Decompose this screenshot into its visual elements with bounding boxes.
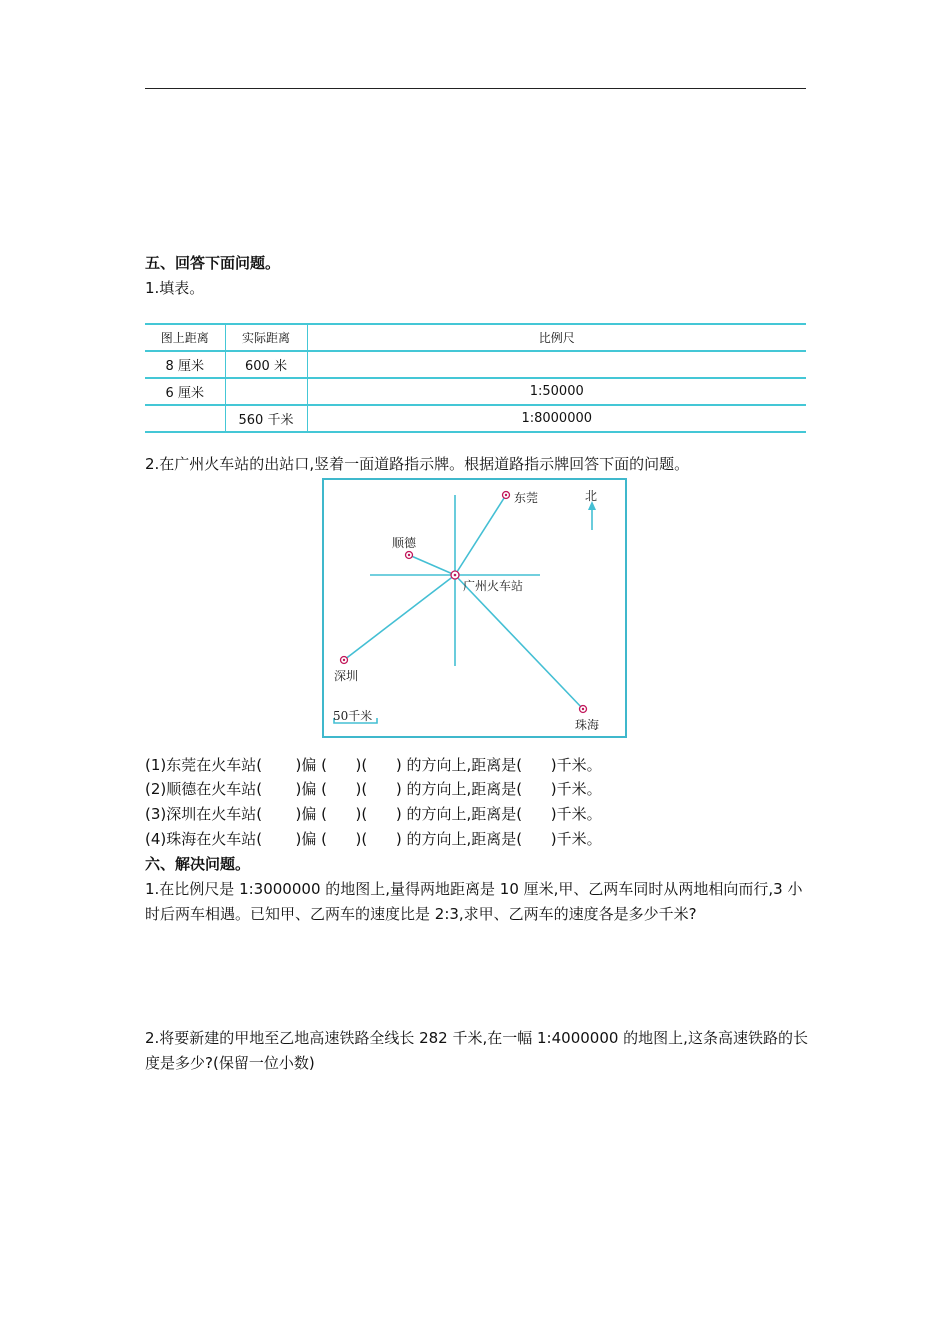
question-1-label: 1.填表。 xyxy=(145,279,205,297)
route-shenzhen xyxy=(344,575,455,660)
table-row xyxy=(145,378,806,405)
section6-title: 六、解决问题。 xyxy=(145,855,251,873)
scale-table xyxy=(145,323,806,433)
header-actual-distance: 实际距离 xyxy=(225,324,307,351)
header-rule xyxy=(145,88,806,89)
north-label: 北 xyxy=(585,489,598,503)
place-label-shenzhen: 深圳 xyxy=(334,669,359,683)
route-shunde xyxy=(409,555,455,575)
map-drawing xyxy=(324,480,629,740)
section5-title: 五、回答下面问题。 xyxy=(145,254,281,272)
place-label-shunde: 顺德 xyxy=(392,536,417,550)
table-cell: 600 米 xyxy=(225,351,307,378)
table-row xyxy=(145,351,806,378)
sub-question-2: (2)顺德在火车站( )偏 ( )( ) 的方向上,距离是( )千米。 xyxy=(145,780,602,798)
problem-1-text: 1.在比例尺是 1:3000000 的地图上,量得两地距离是 10 厘米,甲、乙两车同时从两地相向而行,3 小时后两车相遇。已知甲、乙两车的速度比是 2:3,求甲、乙两车的速度各是多少千米? xyxy=(145,880,803,923)
table-row xyxy=(145,405,806,432)
sub-question-4: (4)珠海在火车站( )偏 ( )( ) 的方向上,距离是( )千米。 xyxy=(145,830,602,848)
problem-2-text: 2.将要新建的甲地至乙地高速铁路全线长 282 千米,在一幅 1:4000000 的地图上,这条高速铁路的长度是多少?(保留一位小数) xyxy=(145,1029,808,1072)
table-cell: 8 厘米 xyxy=(145,351,225,378)
table-cell xyxy=(225,378,307,405)
table-cell xyxy=(145,405,225,432)
route-dongguan xyxy=(455,495,506,575)
sub-question-3: (3)深圳在火车站( )偏 ( )( ) 的方向上,距离是( )千米。 xyxy=(145,805,602,823)
station-label: 广州火车站 xyxy=(463,579,524,593)
direction-map xyxy=(322,478,627,738)
header-scale: 比例尺 xyxy=(307,324,806,351)
sub-question-1: (1)东莞在火车站( )偏 ( )( ) 的方向上,距离是( )千米。 xyxy=(145,756,602,774)
route-zhuhai xyxy=(455,575,583,709)
table-cell: 1:50000 xyxy=(307,378,806,405)
header-map-distance: 图上距离 xyxy=(145,324,225,351)
place-label-zhuhai: 珠海 xyxy=(575,718,600,732)
place-label-dongguan: 东莞 xyxy=(514,491,539,505)
table-cell: 560 千米 xyxy=(225,405,307,432)
question-2-text: 2.在广州火车站的出站口,竖着一面道路指示牌。根据道路指示牌回答下面的问题。 xyxy=(145,455,690,473)
table-cell: 6 厘米 xyxy=(145,378,225,405)
table-cell: 1:8000000 xyxy=(307,405,806,432)
table-header-row xyxy=(145,324,806,351)
table-cell xyxy=(307,351,806,378)
scale-label: 50千米 xyxy=(333,709,373,723)
